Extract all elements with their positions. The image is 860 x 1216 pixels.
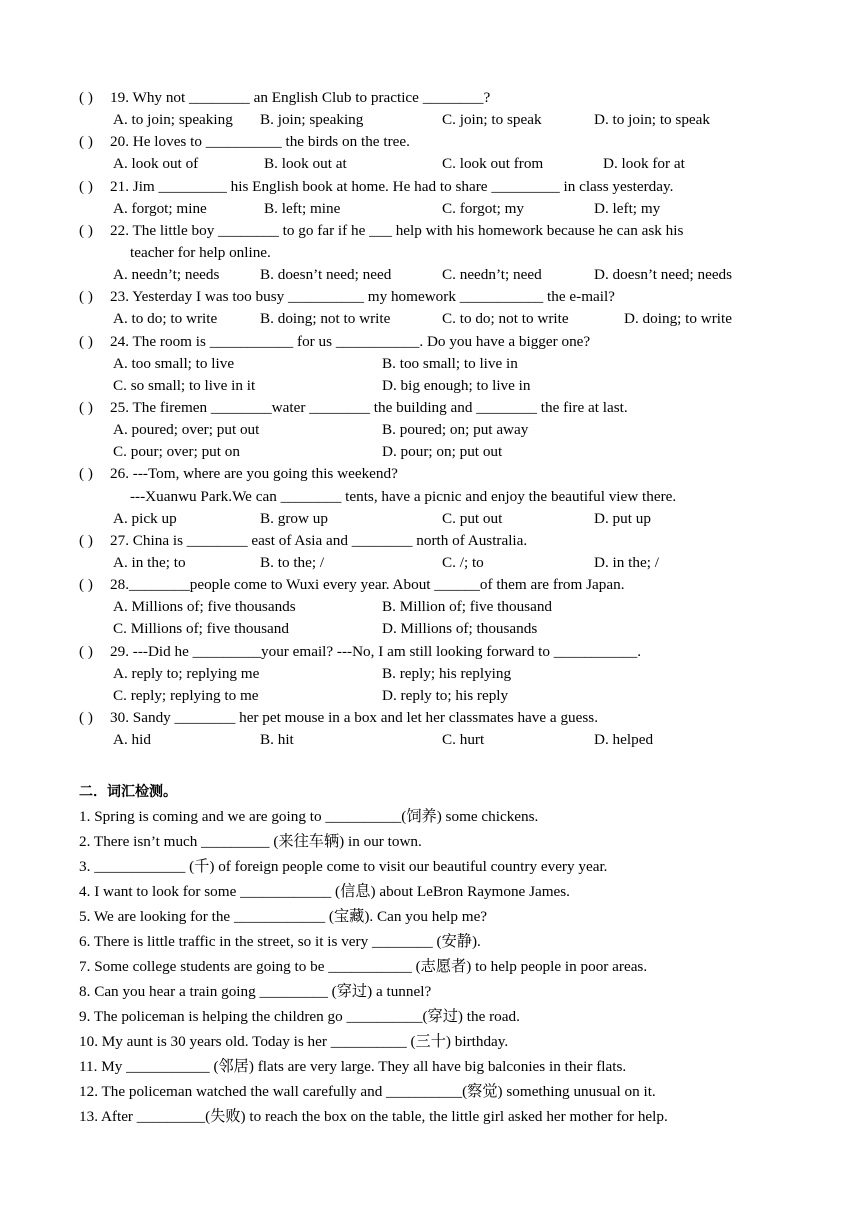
- question-text: 20. He loves to __________ the birds on the tree.: [110, 133, 410, 151]
- question-20: [0, 133, 860, 155]
- option-c: C. so small; to live in it: [113, 376, 256, 394]
- answer-blank: ( ): [79, 465, 93, 483]
- question-29: [0, 643, 860, 665]
- question-27: [0, 532, 860, 554]
- answer-blank: ( ): [79, 642, 93, 660]
- option-d: D. to join; to speak: [594, 111, 711, 129]
- option-b: B. join; speaking: [260, 111, 364, 129]
- option-b: B. grow up: [260, 509, 328, 527]
- question-text: 29. ---Did he _________your email? ---No, I am still looking forward to ___________.: [110, 642, 642, 660]
- answer-blank: ( ): [79, 288, 93, 306]
- options-row: [0, 310, 860, 332]
- option-d: D. doesn’t need; needs: [594, 266, 733, 284]
- vocab-item-6: 6. There is little traffic in the street, so it is very ________ (安静).: [79, 933, 481, 950]
- options-row: [0, 200, 860, 222]
- option-d: D. left; my: [594, 199, 661, 217]
- question-19: [0, 89, 860, 111]
- option-d: D. reply to; his reply: [382, 686, 509, 704]
- option-d: D. doing; to write: [624, 310, 732, 328]
- options-row: [0, 554, 860, 576]
- option-a: A. pick up: [113, 509, 177, 527]
- option-a: A. needn’t; needs: [113, 266, 220, 284]
- options-row: [0, 665, 860, 687]
- answer-blank: ( ): [79, 576, 93, 594]
- option-b: B. too small; to live in: [382, 354, 518, 372]
- option-b: B. reply; his replying: [382, 664, 512, 682]
- vocabulary-section: [79, 780, 839, 1129]
- option-c: C. pour; over; put on: [113, 443, 240, 461]
- option-b: B. Million of; five thousand: [382, 598, 553, 616]
- options-row: [0, 443, 860, 465]
- question-24: [0, 333, 860, 355]
- question-text: 27. China is ________ east of Asia and ________ north of Australia.: [110, 531, 528, 549]
- option-a: A. look out of: [113, 155, 199, 173]
- question-text: 24. The room is ___________ for us ___________. Do you have a bigger one?: [110, 332, 591, 350]
- options-row: [0, 111, 860, 133]
- option-c: C. look out from: [442, 155, 544, 173]
- options-row: [0, 731, 860, 753]
- option-a: A. to join; speaking: [113, 111, 233, 129]
- options-row: [0, 598, 860, 620]
- option-c: C. Millions of; five thousand: [113, 620, 289, 638]
- option-d: D. helped: [594, 731, 654, 749]
- section-title: 二．词汇检测。: [79, 784, 177, 800]
- option-a: A. reply to; replying me: [113, 664, 260, 682]
- question-30: [0, 709, 860, 731]
- question-22: [0, 222, 860, 244]
- option-b: B. to the; /: [260, 553, 325, 571]
- option-c: C. needn’t; need: [442, 266, 542, 284]
- option-a: A. in the; to: [113, 553, 186, 571]
- options-row: [0, 355, 860, 377]
- question-28: [0, 576, 860, 598]
- question-text: 28.________people come to Wuxi every year. About ______of them are from Japan.: [110, 576, 625, 594]
- options-row: [0, 421, 860, 443]
- answer-blank: ( ): [79, 332, 93, 350]
- option-c: C. join; to speak: [442, 111, 542, 129]
- vocab-item-2: 2. There isn’t much _________ (来往车辆) in our town.: [79, 833, 422, 850]
- option-d: D. Millions of; thousands: [382, 620, 538, 638]
- question-text: 23. Yesterday I was too busy __________ my homework ___________ the e-mail?: [110, 288, 615, 306]
- vocab-item-12: 12. The policeman watched the wall carefully and __________(察觉) something unusual on it.: [79, 1083, 656, 1100]
- vocab-item-3: 3. ____________ (千) of foreign people come to visit our beautiful country every year.: [79, 858, 608, 875]
- question-26: [0, 465, 860, 487]
- option-a: A. to do; to write: [113, 310, 218, 328]
- vocab-item-7: 7. Some college students are going to be ___________ (志愿者) to help people in poor areas.: [79, 958, 648, 975]
- option-b: B. poured; on; put away: [382, 421, 529, 439]
- option-a: A. poured; over; put out: [113, 421, 260, 439]
- vocab-item-13: 13. After _________(失败) to reach the box on the table, the little girl asked her mother for help.: [79, 1108, 668, 1125]
- option-b: B. hit: [260, 731, 294, 749]
- option-d: D. put up: [594, 509, 651, 527]
- answer-blank: ( ): [79, 708, 93, 726]
- question-continuation: [0, 244, 860, 266]
- answer-blank: ( ): [79, 398, 93, 416]
- option-b: B. doing; not to write: [260, 310, 391, 328]
- question-text: 25. The firemen ________water ________ the building and ________ the fire at last.: [110, 398, 628, 416]
- option-b: B. left; mine: [264, 199, 341, 217]
- question-text: 19. Why not ________ an English Club to practice ________?: [110, 89, 491, 106]
- options-row: [0, 687, 860, 709]
- vocab-item-4: 4. I want to look for some ____________ (信息) about LeBron Raymone James.: [79, 883, 570, 900]
- vocab-item-8: 8. Can you hear a train going _________ (穿过) a tunnel?: [79, 983, 432, 1000]
- option-d: D. look for at: [603, 155, 685, 173]
- vocab-item-10: 10. My aunt is 30 years old. Today is her __________ (三十) birthday.: [79, 1033, 509, 1050]
- question-text: 22. The little boy ________ to go far if he ___ help with his homework because he can ask his: [110, 221, 684, 239]
- question-text: 21. Jim _________ his English book at home. He had to share _________ in class yesterday.: [110, 177, 674, 195]
- question-25: [0, 399, 860, 421]
- option-c: C. to do; not to write: [442, 310, 569, 328]
- options-row: [0, 377, 860, 399]
- option-c: C. reply; replying to me: [113, 686, 259, 704]
- option-b: B. doesn’t need; need: [260, 266, 392, 284]
- vocab-item-11: 11. My ___________ (邻居) flats are very large. They all have big balconies in their flats.: [79, 1058, 627, 1075]
- question-23: [0, 288, 860, 310]
- options-row: [0, 510, 860, 532]
- answer-blank: ( ): [79, 89, 93, 106]
- option-c: C. put out: [442, 509, 503, 527]
- option-c: C. /; to: [442, 553, 484, 571]
- option-a: A. too small; to live: [113, 354, 235, 372]
- option-c: C. forgot; my: [442, 199, 524, 217]
- option-d: D. pour; on; put out: [382, 443, 503, 461]
- question-21: [0, 178, 860, 200]
- answer-blank: ( ): [79, 133, 93, 151]
- vocab-item-9: 9. The policeman is helping the children go __________(穿过) the road.: [79, 1008, 520, 1025]
- option-c: C. hurt: [442, 731, 485, 749]
- question-text-continued: ---Xuanwu Park.We can ________ tents, have a picnic and enjoy the beautiful view there.: [130, 487, 677, 505]
- vocab-item-5: 5. We are looking for the ____________ (宝藏). Can you help me?: [79, 908, 488, 925]
- option-a: A. hid: [113, 731, 151, 749]
- option-a: A. forgot; mine: [113, 199, 207, 217]
- question-continuation: [0, 488, 860, 510]
- options-row: [0, 620, 860, 642]
- option-d: D. big enough; to live in: [382, 376, 531, 394]
- vocab-item-1: 1. Spring is coming and we are going to __________(饲养) some chickens.: [79, 808, 539, 825]
- options-row: [0, 266, 860, 288]
- options-row: [0, 155, 860, 177]
- option-d: D. in the; /: [594, 553, 659, 571]
- multiple-choice-section: [0, 89, 860, 753]
- question-text: 30. Sandy ________ her pet mouse in a box and let her classmates have a guess.: [110, 708, 598, 726]
- option-b: B. look out at: [264, 155, 347, 173]
- answer-blank: ( ): [79, 221, 93, 239]
- question-text-continued: teacher for help online.: [130, 243, 271, 261]
- answer-blank: ( ): [79, 177, 93, 195]
- answer-blank: ( ): [79, 531, 93, 549]
- option-a: A. Millions of; five thousands: [113, 598, 296, 616]
- question-text: 26. ---Tom, where are you going this weekend?: [110, 465, 398, 483]
